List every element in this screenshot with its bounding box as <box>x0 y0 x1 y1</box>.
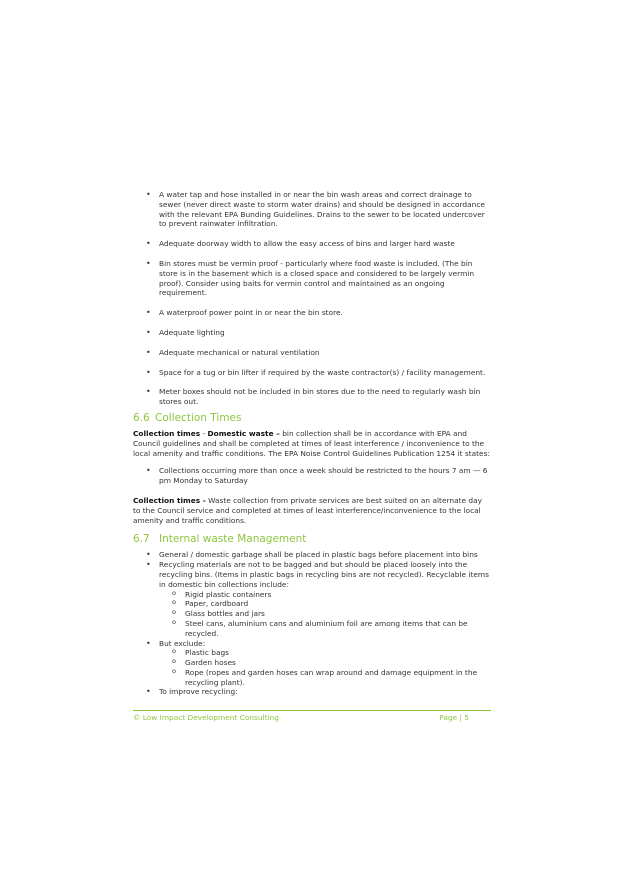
page-footer <box>133 710 491 722</box>
internal-waste-list <box>133 550 491 697</box>
list-item: • Bin stores must be vermin proof - particularly where food waste is included. (The bin store is in the basement which is a closed space and considered to be largely vermin proof). Consider using baits for vermin control and maintained as an ongoing requirement. <box>133 259 491 298</box>
exclusions-sublist <box>159 648 491 687</box>
section-number: 6.7 <box>133 533 150 546</box>
page-content <box>133 190 491 697</box>
paragraph-text: bin collection shall be in accordance with EPA and Council guidelines and shall be completed at times of least interference / inconvenience to the local amenity and traffic conditions. The EPA Noise Control Guidelines Publication 1254 it states: <box>133 428 490 458</box>
list-item: • Meter boxes should not be included in bin stores due to the need to regularly wash bin stores out. <box>133 387 491 407</box>
list-item <box>133 639 491 688</box>
footer-page-number: Page | 5 <box>439 713 469 722</box>
sublist-item: o Rigid plastic containers <box>159 590 491 600</box>
list-item: • Collections occurring more than once a week should be restricted to the hours 7 am — 6 pm Monday to Saturday <box>133 466 491 486</box>
list-item: • General / domestic garbage shall be placed in plastic bags before placement into bins <box>133 550 491 560</box>
section-heading-6-6 <box>133 412 491 425</box>
list-item: • A waterproof power point in or near the bin store. <box>133 308 491 318</box>
list-item: • Space for a tug or bin lifter if required by the waste contractor(s) / facility management. <box>133 368 491 378</box>
sublist-item: o Glass bottles and jars <box>159 609 491 619</box>
collection-times-list <box>133 466 491 486</box>
list-item-text: Recycling materials are not to be bagged and but should be placed loosely into the recycling bins. (Items in plastic bags in recycling bins are not recycled). Recyclable items in domestic bin collections include: <box>159 560 489 589</box>
bold-label: Collection times <box>133 428 201 438</box>
section-title: Collection Times <box>155 411 242 424</box>
sublist-item: o Paper, cardboard <box>159 599 491 609</box>
sublist-item: o Plastic bags <box>159 648 491 658</box>
sublist-item: o Rope (ropes and garden hoses can wrap around and damage equipment in the recycling plant). <box>159 668 491 688</box>
list-item: • A water tap and hose installed in or near the bin wash areas and correct drainage to sewer (never direct waste to storm water drains) and should be designed in accordance with the relevant EPA Bunding Guidelines. Drains to the sewer to be located undercover to prevent rainwater infiltration. <box>133 190 491 229</box>
list-item: • To improve recycling: <box>133 687 491 697</box>
section-number: 6.6 <box>133 411 150 424</box>
bin-store-requirements-list <box>133 190 491 407</box>
footer-copyright: © Low Impact Development Consulting <box>133 713 279 722</box>
section-title: Internal waste Management <box>159 533 307 546</box>
recyclables-sublist <box>159 590 491 639</box>
list-item-text: But exclude: <box>159 638 206 648</box>
paragraph-text: Waste collection from private services are best suited on an alternate day to the Council service and completed at times of least interference/inconvenience to the local amenity and traffic conditions. <box>133 495 482 525</box>
sublist-item: o Garden hoses <box>159 658 491 668</box>
private-collection-paragraph <box>133 496 491 525</box>
bold-label: Collection times - <box>133 495 206 505</box>
list-item: • Adequate lighting <box>133 328 491 338</box>
separator: - <box>200 428 208 438</box>
list-item <box>133 560 491 638</box>
sublist-item: o Steel cans, aluminium cans and aluminium foil are among items that can be recycled. <box>159 619 491 639</box>
list-item: • Adequate mechanical or natural ventilation <box>133 348 491 358</box>
section-heading-6-7 <box>133 533 491 546</box>
collection-times-paragraph <box>133 429 491 458</box>
bold-label: Domestic waste – <box>207 428 280 438</box>
list-item: • Adequate doorway width to allow the easy access of bins and larger hard waste <box>133 239 491 249</box>
